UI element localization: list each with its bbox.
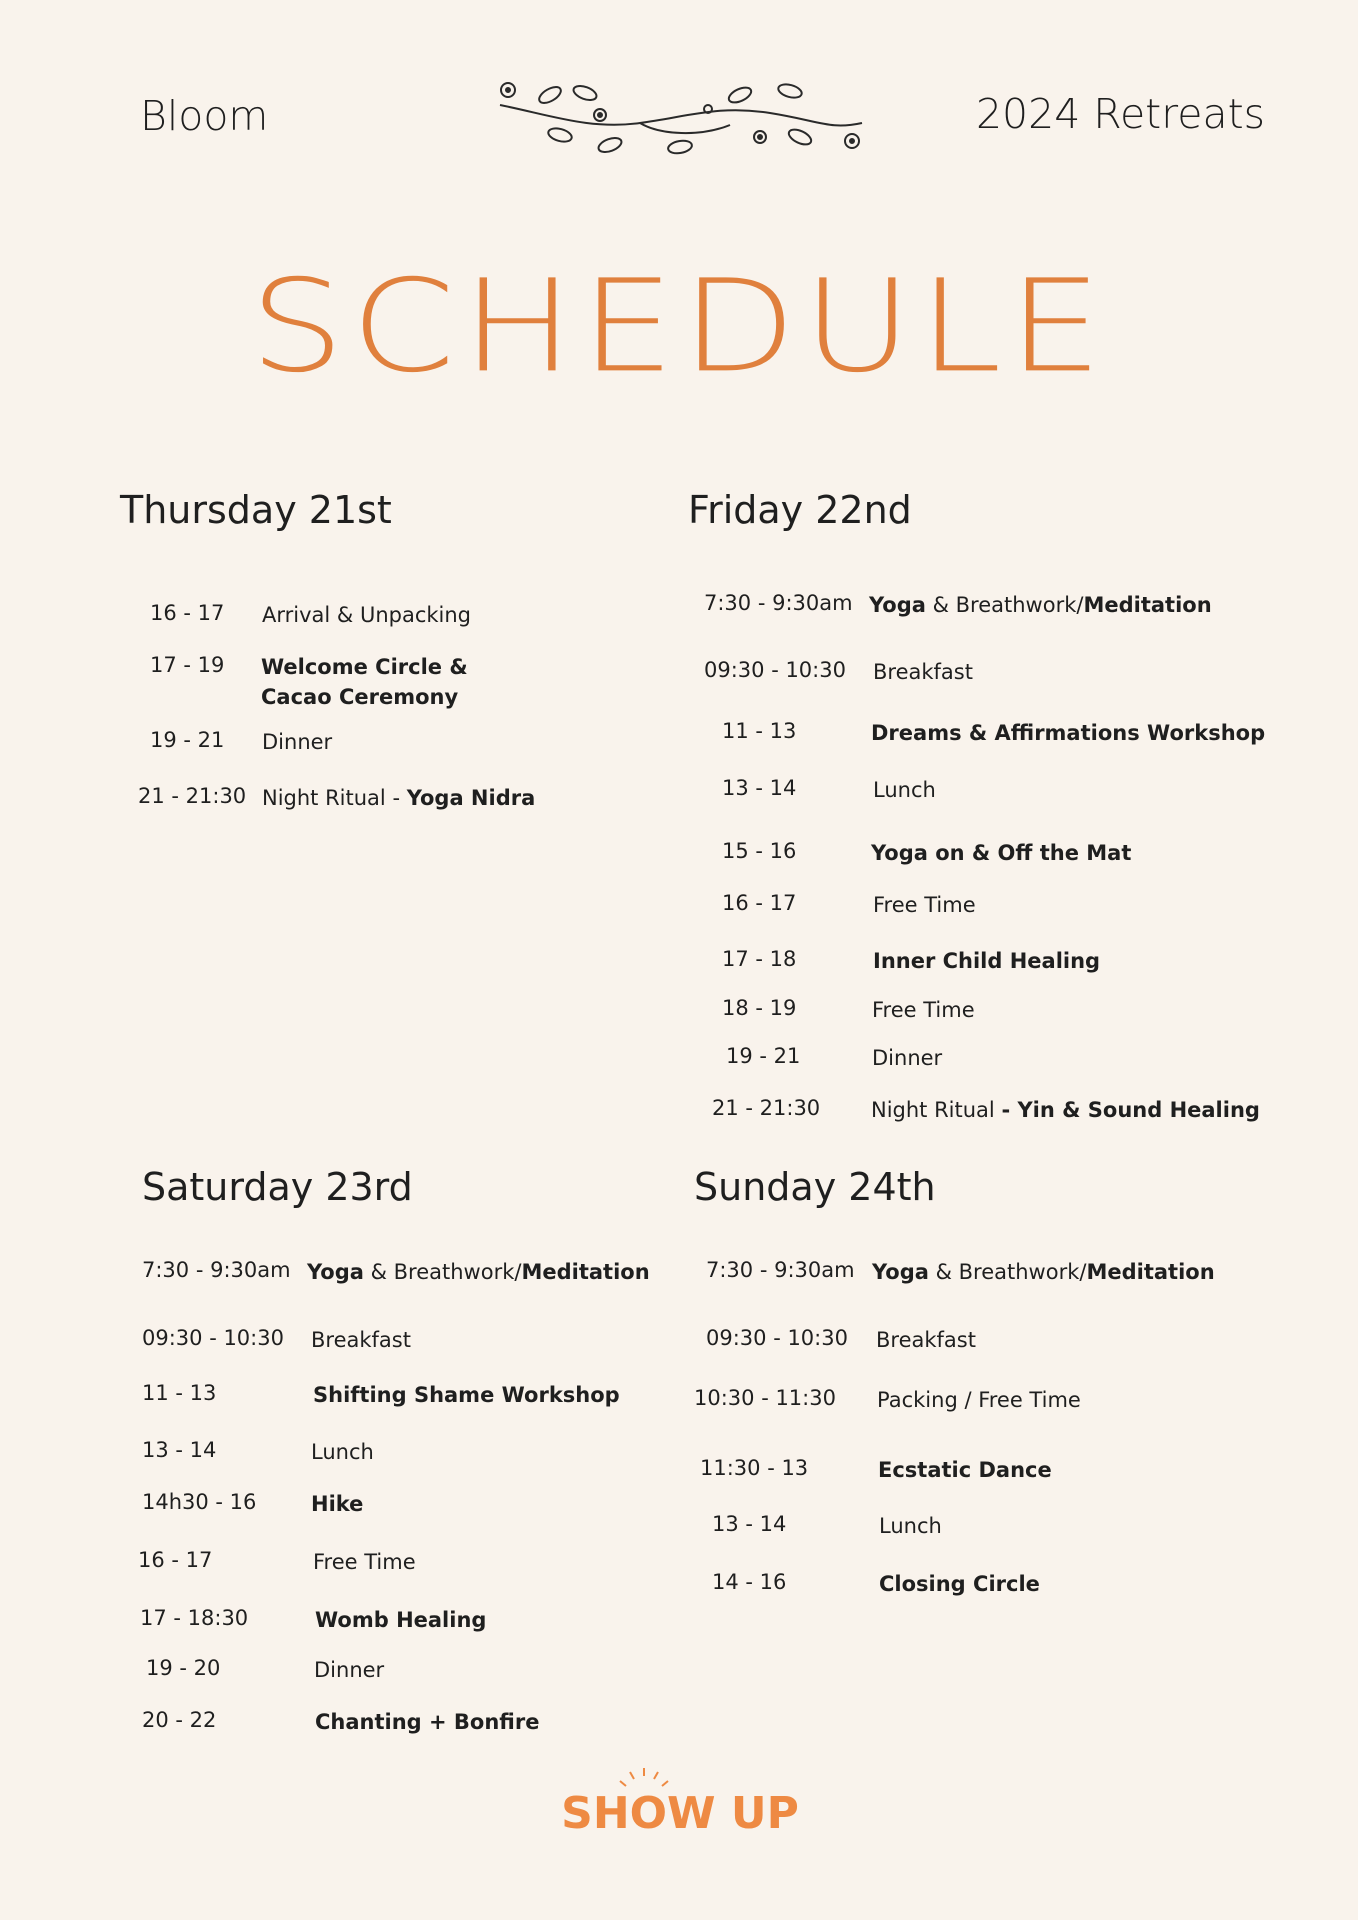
schedule-time: 11:30 - 13: [700, 1456, 809, 1480]
schedule-activity: Dinner: [872, 1046, 943, 1070]
schedule-activity: Breakfast: [876, 1328, 976, 1352]
schedule-activity: Free Time: [313, 1550, 416, 1574]
schedule-time: 17 - 19: [150, 653, 225, 677]
schedule-activity: Chanting + Bonfire: [315, 1710, 540, 1734]
schedule-activity: Yoga & Breathwork/Meditation: [307, 1260, 650, 1284]
schedule-time: 7:30 - 9:30am: [142, 1258, 291, 1282]
schedule-time: 09:30 - 10:30: [706, 1326, 848, 1350]
schedule-activity: Ecstatic Dance: [878, 1458, 1052, 1482]
day-heading: Saturday 23rd: [142, 1165, 413, 1209]
schedule-activity: Dinner: [262, 730, 333, 754]
schedule-activity: Yoga on & Off the Mat: [871, 841, 1132, 865]
schedule-activity: Dreams & Affirmations Workshop: [871, 721, 1266, 745]
schedule-time: 17 - 18: [722, 947, 797, 971]
schedule-activity: Closing Circle: [879, 1572, 1040, 1596]
schedule-activity: Free Time: [873, 893, 976, 917]
schedule-activity: Arrival & Unpacking: [262, 603, 472, 627]
schedule-time: 20 - 22: [142, 1708, 217, 1732]
schedule-time: 11 - 13: [722, 719, 797, 743]
schedule-activity: Breakfast: [311, 1328, 411, 1352]
schedule-time: 19 - 21: [726, 1044, 801, 1068]
schedule-activity: Night Ritual - Yoga Nidra: [262, 786, 536, 810]
schedule-time: 13 - 14: [142, 1438, 217, 1462]
schedule-activity: Shifting Shame Workshop: [313, 1383, 620, 1407]
schedule-time: 16 - 17: [722, 891, 797, 915]
brand-name: Bloom: [140, 92, 269, 140]
schedule-activity: Welcome Circle & Cacao Ceremony: [261, 655, 468, 709]
schedule-activity: Yoga & Breathwork/Meditation: [869, 593, 1212, 617]
schedule-time: 17 - 18:30: [140, 1606, 249, 1630]
schedule-time: 14h30 - 16: [142, 1490, 257, 1514]
schedule-time: 14 - 16: [712, 1570, 787, 1594]
retreats-year: 2024 Retreats: [975, 90, 1265, 138]
schedule-time: 18 - 19: [722, 996, 797, 1020]
schedule-activity: Night Ritual - Yin & Sound Healing: [871, 1098, 1260, 1122]
schedule-activity: Lunch: [879, 1514, 942, 1538]
schedule-activity: Breakfast: [873, 660, 973, 684]
schedule-time: 10:30 - 11:30: [694, 1386, 836, 1410]
schedule-time: 7:30 - 9:30am: [704, 591, 853, 615]
schedule-time: 21 - 21:30: [138, 784, 247, 808]
schedule-activity: Lunch: [873, 778, 936, 802]
schedule-time: 21 - 21:30: [712, 1096, 821, 1120]
schedule-activity: Dinner: [314, 1658, 385, 1682]
day-heading: Thursday 21st: [120, 488, 392, 532]
schedule-activity: Womb Healing: [315, 1608, 487, 1632]
schedule-activity: Lunch: [311, 1440, 374, 1464]
schedule-time: 09:30 - 10:30: [142, 1326, 284, 1350]
day-heading: Sunday 24th: [694, 1165, 936, 1209]
day-heading: Friday 22nd: [688, 488, 912, 532]
schedule-time: 19 - 20: [146, 1656, 221, 1680]
schedule-activity: Hike: [311, 1492, 364, 1516]
schedule-time: 13 - 14: [712, 1512, 787, 1536]
schedule-time: 16 - 17: [138, 1548, 213, 1572]
floral-vine-icon: [490, 75, 870, 160]
schedule-activity: Packing / Free Time: [877, 1388, 1081, 1412]
logo-text: SHOW UP: [561, 1788, 799, 1839]
schedule-time: 16 - 17: [150, 601, 225, 625]
schedule-time: 19 - 21: [150, 728, 225, 752]
schedule-activity: Free Time: [872, 998, 975, 1022]
schedule-time: 09:30 - 10:30: [704, 658, 846, 682]
schedule-time: 13 - 14: [722, 776, 797, 800]
schedule-time: 7:30 - 9:30am: [706, 1258, 855, 1282]
schedule-activity: Yoga & Breathwork/Meditation: [872, 1260, 1215, 1284]
schedule-time: 11 - 13: [142, 1381, 217, 1405]
show-up-logo: [560, 1768, 800, 1848]
schedule-activity: Inner Child Healing: [873, 949, 1101, 973]
schedule-time: 15 - 16: [722, 839, 797, 863]
page-title: SCHEDULE: [249, 253, 1109, 401]
